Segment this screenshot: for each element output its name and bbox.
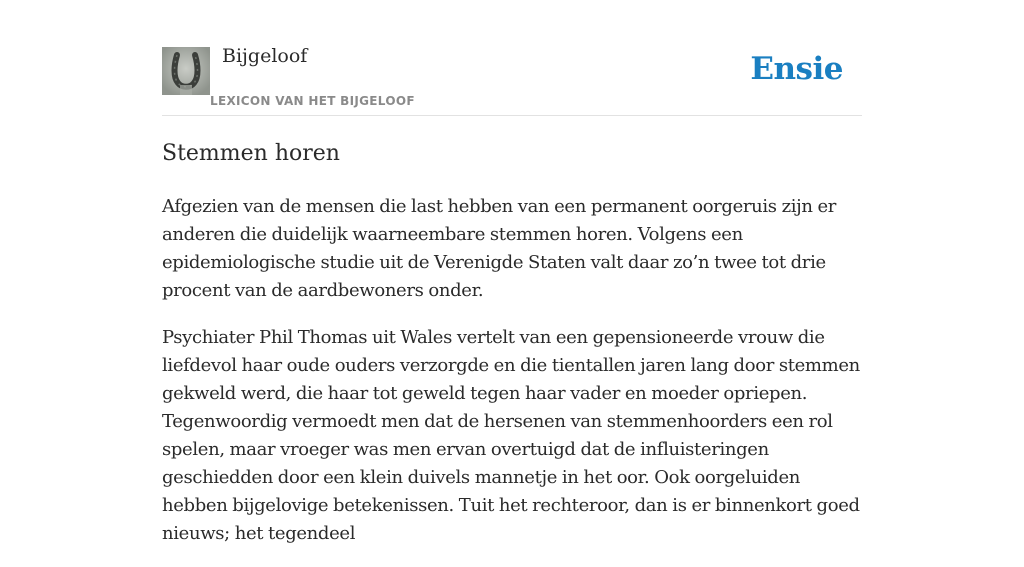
source-header [162, 0, 862, 116]
avatar[interactable] [162, 47, 210, 95]
ensie-logo[interactable]: Ensie [750, 51, 843, 87]
entry-title: Stemmen horen [162, 141, 340, 166]
entry-content [162, 138, 862, 567]
horseshoe-icon [162, 47, 210, 95]
source-subtitle[interactable]: LEXICON VAN HET BIJGELOOF [210, 94, 415, 108]
entry-paragraph: Afgezien van de mensen die last hebben van een permanent oorgeruis zijn er anderen die duidelijk waarneembare stemmen horen. Volgens een epidemiologische studie uit de Verenigde Staten valt daar zo’n twee tot drie procent van de aardbewoners onder. [162, 196, 837, 301]
entry-paragraph: Psychiater Phil Thomas uit Wales vertelt van een gepensioneerde vrouw die liefdevol haar oude ouders verzorgde en die tientallen jaren lang door stemmen gekweld werd, die haar tot geweld tegen haar vader en moeder opriepen. Tegenwoordig vermoedt men dat de hersenen van stemmenhoorders een rol spelen, maar vroeger was men ervan overtuigd dat de influisteringen geschiedden door een klein duivels mannetje in het oor. Ook oorgeluiden hebben bijgelovige betekenissen. Tuit het rechteroor, dan is er binnenkort goed nieuws; het tegendeel [162, 327, 860, 544]
source-name[interactable]: Bijgeloof [222, 45, 308, 67]
